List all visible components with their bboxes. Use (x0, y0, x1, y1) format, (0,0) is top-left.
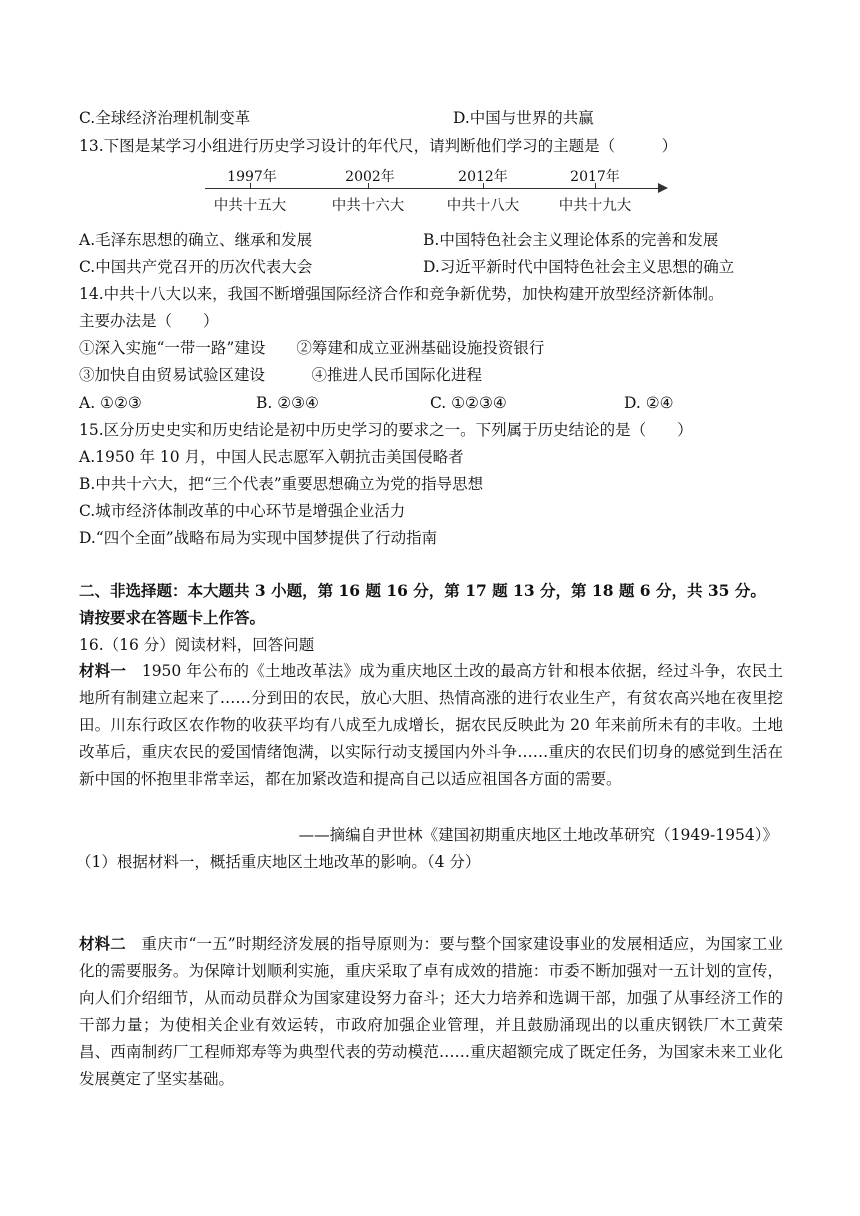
timeline-congress: 中共十九大 (558, 198, 632, 214)
q14-option-b: B. ②③④ (256, 394, 319, 412)
q13-option-a: A.毛泽东思想的确立、继承和发展 (79, 231, 313, 249)
q14-stem-cont: 主要办法是（ ） (79, 312, 219, 330)
material-two (79, 930, 783, 1093)
timeline-year: 2012年 (458, 169, 508, 185)
q13-option-c: C.中国共产党召开的历次代表大会 (79, 258, 313, 276)
q16-subquestion-1: （1）根据材料一，概括重庆地区土地改革的影响。（4 分） (76, 853, 481, 871)
material-one (79, 657, 783, 793)
timeline-congress: 中共十八大 (446, 198, 520, 214)
material-one-text: 1950 年公布的《土地改革法》成为重庆地区土改的最高方针和根本依据，经过斗争，农民土地所有制建立起来了……分到田的农民，放心大胆、热情高涨的进行农业生产，有贫农高兴地在夜里挖田。川东行政区农作物的收获平均有八成至九成增长，据农民反映此为 20 年来前所未有的丰收。土地改革后，重庆农民的爱国情绪饱满，以实际行动支援国内外斗争……重庆的农民们切身的感觉到生活在新中国的怀抱里非常幸运，都在加紧改造和提高自己以适应祖国各方面的需要。 (79, 662, 783, 788)
timeline-year: 1997年 (227, 169, 277, 185)
material-two-label: 材料二 (79, 934, 126, 953)
q15-option-a: A.1950 年 10 月，中国人民志愿军入朝抗击美国侵略者 (79, 448, 464, 466)
timeline-axis (205, 188, 660, 189)
q15-stem: 15.区分历史史实和历史结论是初中历史学习的要求之一。下列属于历史结论的是（ ） (79, 421, 693, 439)
timeline-congress: 中共十六大 (331, 198, 405, 214)
q12-option-c: C.全球经济治理机制变革 (79, 109, 251, 127)
q16-stem: 16.（16 分）阅读材料，回答问题 (79, 636, 315, 654)
section-heading: 二、非选择题：本大题共 3 小题，第 16 题 16 分，第 17 题 13 分，第 18 题 6 分，共 35 分。 (79, 581, 766, 600)
timeline-year: 2002年 (345, 169, 395, 185)
q13-option-b: B.中国特色社会主义理论体系的完善和发展 (423, 231, 719, 249)
q14-items-row1: ①深入实施“一带一路”建设 ②筹建和成立亚洲基础设施投资银行 (79, 339, 545, 357)
q15-option-c: C.城市经济体制改革的中心环节是增强企业活力 (79, 502, 406, 520)
q14-stem: 14.中共十八大以来，我国不断增强国际经济合作和竞争新优势，加快构建开放型经济新体制。 (79, 285, 724, 303)
q15-option-d: D.“四个全面”战略布局为实现中国梦提供了行动指南 (79, 529, 438, 547)
q15-option-b: B.中共十六大，把“三个代表”重要思想确立为党的指导思想 (79, 475, 484, 493)
timeline-congress: 中共十五大 (213, 198, 287, 214)
q12-option-d: D.中国与世界的共赢 (453, 109, 594, 127)
material-one-label: 材料一 (79, 661, 127, 680)
q13-option-d: D.习近平新时代中国特色社会主义思想的确立 (423, 258, 735, 276)
era-timeline (205, 166, 670, 216)
timeline-arrow-icon (658, 183, 668, 193)
q14-option-a: A. ①②③ (79, 394, 142, 412)
material-two-text: 重庆市“一五”时期经济发展的指导原则为：要与整个国家建设事业的发展相适应，为国家工业化的需要服务。为保障计划顺利实施，重庆采取了卓有成效的措施：市委不断加强对一五计划的宣传，向人们介绍细节，从而动员群众为国家建设努力奋斗；还大力培养和选调干部，加强了从事经济工作的干部力量；为使相关企业有效运转，市政府加强企业管理，并且鼓励涌现出的以重庆钢铁厂木工黄荣昌、西南制药厂工程师郑寿等为典型代表的劳动模范……重庆超额完成了既定任务，为国家未来工业化发展奠定了坚实基础。 (79, 935, 783, 1088)
q14-items-row2: ③加快自由贸易试验区建设 ④推进人民币国际化进程 (79, 366, 483, 384)
material-one-source: ——摘编自尹世林《建国初期重庆地区土地改革研究（1949-1954）》 (298, 826, 778, 844)
q13-stem: 13.下图是某学习小组进行历史学习设计的年代尺，请判断他们学习的主题是（ ） (79, 137, 678, 155)
section-instruction: 请按要求在答题卡上作答。 (79, 608, 266, 627)
q14-option-c: C. ①②③④ (430, 394, 507, 412)
q14-option-d: D. ②④ (624, 394, 674, 412)
timeline-year: 2017年 (570, 169, 620, 185)
